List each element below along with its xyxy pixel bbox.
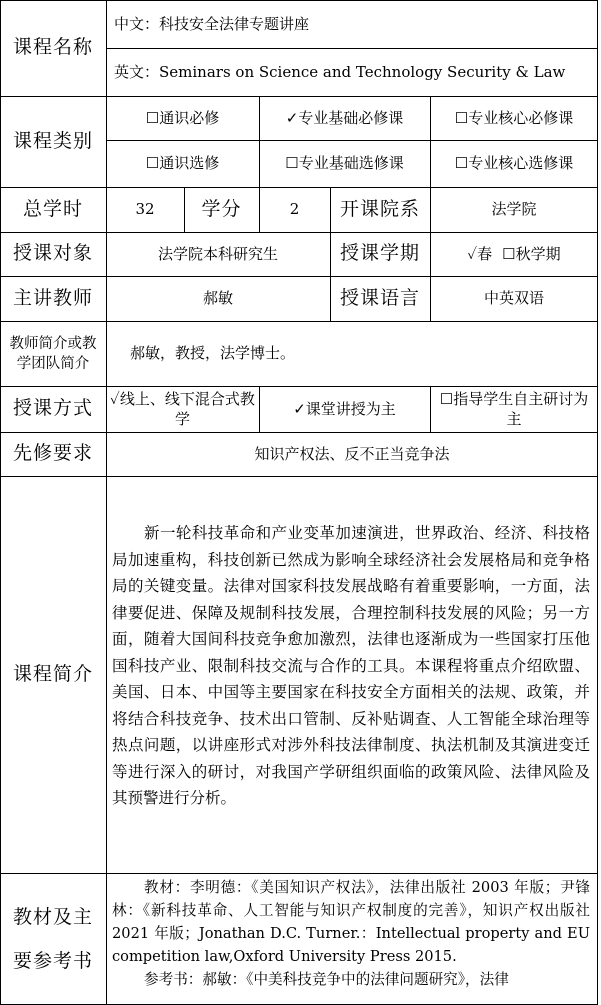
references-label: 教材及主 要参考书 [12, 905, 93, 972]
check-mark-icon: ✓ [110, 390, 120, 408]
course-name-label: 课程名称 [12, 36, 93, 59]
method-option-lecture[interactable]: ✓ 课堂讲授为主 [293, 399, 396, 418]
teacher-label: 主讲教师 [12, 286, 93, 309]
credit-value: 2 [289, 200, 300, 219]
language-label: 授课语言 [339, 286, 420, 309]
team-intro-label: 教师简介或教学团队简介 [9, 335, 97, 372]
term-label: 授课学期 [339, 242, 420, 265]
teacher-value: 郝敏 [202, 289, 233, 308]
textbook-paragraph: 教材：李明德：《美国知识产权法》，法律出版社 2003 年版；尹锋林：《新科技革命、人工智能与知识产权制度的完善》，知识产权出版社 2021 年版；Jonathan D.C. Turner.：Intellectual property and EU competition law,Oxford University Press 2015. [112, 879, 590, 965]
department-value: 法学院 [491, 200, 537, 219]
audience-label: 授课对象 [12, 242, 93, 265]
prerequisite-label: 先修要求 [12, 442, 93, 465]
type-option-core-elective[interactable]: ☐ 专业核心选修课 [454, 154, 574, 173]
term-autumn-option[interactable]: ☐秋学期 [502, 244, 561, 263]
reference-paragraph: 参考书：郝敏：《中美科技竞争中的法律问题研究》，法律 [144, 971, 509, 988]
course-name-cn: 中文：科技安全法律专题讲座 [114, 14, 310, 33]
total-hours-label: 总学时 [22, 197, 83, 220]
total-hours-value: 32 [135, 200, 155, 219]
type-option-basic-required[interactable]: ✓ 专业基础必修课 [285, 108, 404, 127]
references-text [112, 876, 590, 1004]
checkbox-icon: ☐ [285, 154, 299, 173]
language-value: 中英双语 [483, 289, 544, 308]
method-option-blended[interactable]: ✓线上、线下混合式教学 [110, 390, 255, 428]
type-option-basic-elective[interactable]: ☐ 专业基础选修课 [285, 154, 404, 173]
department-label: 开课院系 [339, 197, 420, 220]
check-mark-icon: ✓ [285, 108, 299, 127]
term-spring-option[interactable]: ✓春 [467, 244, 493, 263]
type-option-general-elective[interactable]: ☐ 通识选修 [145, 154, 220, 173]
checkbox-icon: ☐ [454, 108, 469, 127]
check-mark-icon: ✓ [293, 399, 306, 418]
prerequisite-value: 知识产权法、反不正当竞争法 [254, 444, 450, 463]
check-mark-icon: ✓ [467, 244, 478, 263]
course-intro-text [112, 520, 590, 812]
checkbox-icon: ☐ [454, 154, 469, 173]
checkbox-icon: ☐ [145, 154, 160, 173]
type-option-core-required[interactable]: ☐ 专业核心必修课 [454, 108, 574, 127]
course-name-en: 英文：Seminars on Science and Technology Security & Law [114, 62, 566, 81]
team-intro-value: 郝敏，教授，法学博士。 [130, 344, 296, 363]
method-option-seminar[interactable]: ☐指导学生自主研讨为主 [439, 390, 589, 428]
audience-value: 法学院本科研究生 [157, 244, 278, 263]
checkbox-icon: ☐ [145, 108, 160, 127]
term-options [430, 232, 598, 276]
checkbox-icon: ☐ [502, 244, 516, 263]
course-intro-label: 课程简介 [12, 662, 93, 685]
course-type-label: 课程类别 [12, 129, 93, 152]
type-option-general-required[interactable]: ☐ 通识必修 [145, 108, 220, 127]
course-intro-paragraph: 新一轮科技革命和产业变革加速演进，世界政治、经济、科技格局加速重构，科技创新已然成为影响全球经济社会发展格局和竞争格局的关键变量。法律对国家科技发展战略有着重要影响，一方面，法律要促进、保障及规制科技发展，合理控制科技发展的风险；另一方面，随着大国间科技竞争愈加激烈，法律也逐渐成为一些国家打压他国科技产业、限制科技交流与合作的工具。本课程将重点介绍欧盟、美国、日本、中国等主要国家在科技安全方面相关的法规、政策，并将结合科技竞争、技术出口管制、反补贴调查、人工智能全球治理等热点问题，以讲座形式对涉外科技法律制度、执法机制及其演进变迁等进行深入的研讨，对我国产学研组织面临的政策风险、法律风险及其预警进行分析。 [112, 524, 590, 807]
credit-label: 学分 [201, 197, 242, 220]
method-label: 授课方式 [12, 397, 93, 420]
checkbox-icon: ☐ [439, 390, 454, 408]
